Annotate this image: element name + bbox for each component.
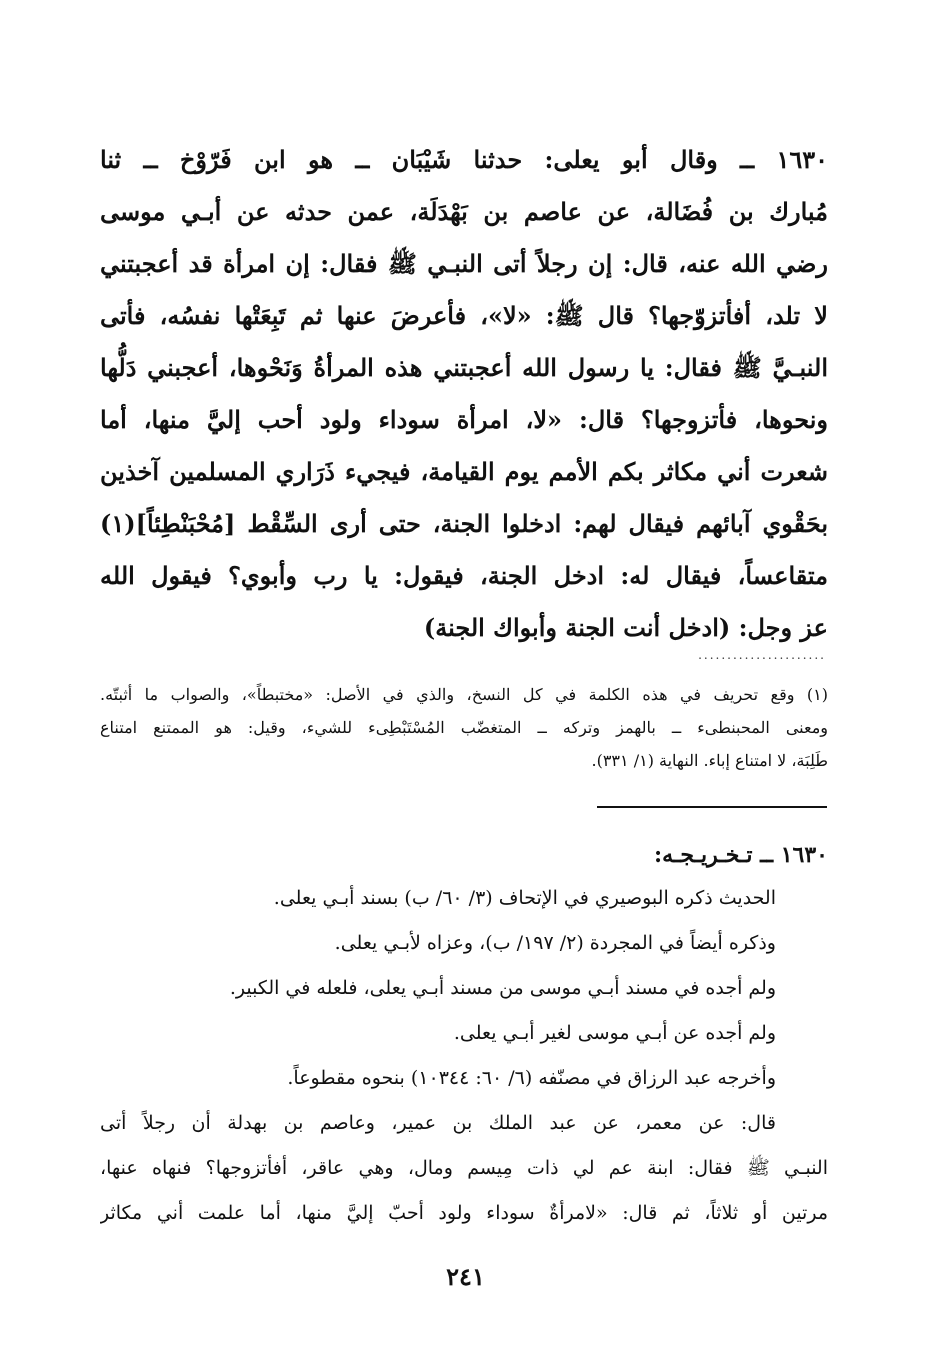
takhrij-line: النبـي ﷺ فقال: ابنة عم لي ذات مِيسم ومال، وهي عاقر، أفأتزوجها؟ فنهاه عنها، [100, 1157, 828, 1179]
hadith-line: مُبارك بن فُضَالة، عن عاصم بن بَهْدَلَة، عمن حدثه عن أبـي موسى [100, 197, 828, 226]
hadith-text [100, 134, 828, 654]
footnote-line: (١) وقع تحريف في هذه الكلمة في كل النسخ، والذي في الأصل: «مختبطاً»، والصواب ما أثبتّه. [100, 685, 828, 704]
hadith-line: بحَقْوي آبائهم فيقال لهم: ادخلوا الجنة، حتى أرى السِّقْط [مُحْبَنْطِئاً](١) [100, 509, 828, 538]
takhrij-line: مرتين أو ثلاثاً، ثم قال: «لامرأةٌ سوداء ولود أحبّ إليَّ منها، أما علمت أني مكاثر [100, 1202, 828, 1224]
hadith-line: لا تلد، أفأتزوّجها؟ قال ﷺ: «لا»، فأعرضَ عنها ثم تَبِعَتْها نفسُه، فأتى [100, 301, 828, 330]
takhrij-line: ولم أجده في مسند أبـي موسى من مسند أبـي يعلى، فلعله في الكبير. [229, 977, 776, 999]
takhrij-line: ولم أجده عن أبـي موسى لغير أبـي يعلى. [453, 1022, 776, 1044]
footnote-line: ومعنى المحبنطىء ــ بالهمز وتركه ــ المتغضّب المُسْتَبْطِىء للشيء، وقيل: هو الممتنع امتناع [100, 718, 828, 737]
takhrij-line: قال: عن معمر، عن عبد الملك بن عمير، وعاصم بن بهدلة أن رجلاً أتى [100, 1112, 776, 1134]
takhrij-line: وذكره أيضاً في المجردة (٢/ ١٩٧/ ب)، وعزاه لأبـي يعلى. [334, 932, 776, 954]
takhrij-line: وأخرجه عبد الرزاق في مصنّفه (٦/ ٦٠: ١٠٣٤٤) بنحوه مقطوعاً. [287, 1067, 776, 1089]
section-divider [597, 806, 827, 808]
hadith-line: ١٦٣٠ ــ وقال أبو يعلى: حدثنا شَيْبَان ــ هو ابن فَرّوْخ ــ ثنا [100, 145, 828, 174]
hadith-line: ونحوها، فأتزوجها؟ قال: «لا، امرأة سوداء ولود أحب إليَّ منها، أما [100, 405, 828, 434]
takhrij-line: الحديث ذكره البوصيري في الإتحاف (٣/ ٦٠/ ب) بسند أبـي يعلى. [273, 887, 776, 909]
page-number: ٢٤١ [446, 1262, 485, 1291]
takhrij-heading: ١٦٣٠ ــ تـخـريـجـه: [654, 842, 828, 868]
hadith-line: متقاعساً، فيقال له: ادخل الجنة، فيقول: يا رب وأبوي؟ فيقول الله [100, 561, 828, 590]
hadith-line: رضي الله عنه، قال: إن رجلاً أتى النبـي ﷺ فقال: إن امرأة قد أعجبتني [100, 249, 828, 278]
hadith-line: عز وجل: (ادخل أنت الجنة وأبواك الجنة) [423, 613, 828, 642]
takhrij-section [100, 834, 828, 1236]
footnote [100, 678, 828, 777]
footnote-line: طَلِبَة، لا امتناع إباء. النهاية (١/ ٣٣١). [591, 751, 828, 770]
hadith-line: شعرت أني مكاثر بكم الأمم يوم القيامة، فيجيء ذَرَاري المسلمين آخذين [100, 457, 828, 486]
dotted-separator: ...................... [698, 648, 826, 662]
hadith-line: النبـيَّ ﷺ فقال: يا رسول الله أعجبتني هذه المرأةُ وَنَحْوها، أعجبني دَلُّها [100, 353, 828, 382]
